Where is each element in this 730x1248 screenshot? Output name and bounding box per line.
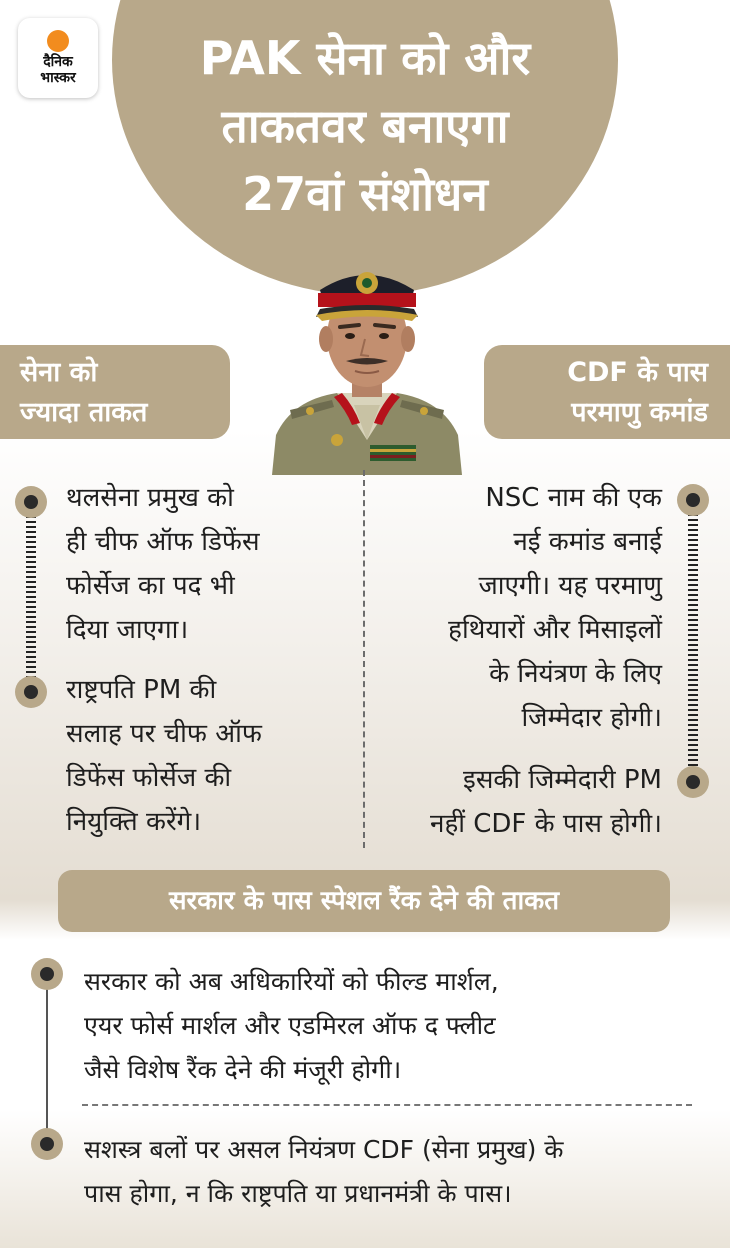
right-header-line-2: परमाणु कमांड (571, 397, 708, 428)
special-rank-banner: सरकार के पास स्पेशल रैंक देने की ताकत (58, 870, 670, 932)
right-point-2-line-2: नहीं CDF के पास होगी। (430, 809, 662, 839)
portrait-illustration (262, 235, 472, 475)
left-header-line-1: सेना को (20, 357, 98, 388)
right-header-line-1: CDF के पास (567, 357, 708, 388)
page-title (130, 24, 600, 228)
bottom-point-2-line-2: पास होगा, न कि राष्ट्रपति या प्रधानमंत्री के पास। (84, 1179, 512, 1208)
left-bullet-icon-2 (15, 676, 47, 708)
logo-text-line-1: दैनिक (43, 54, 73, 70)
left-point-1 (66, 476, 366, 652)
bottom-point-2-line-1: सशस्त्र बलों पर असल नियंत्रण CDF (सेना प्रमुख) के (84, 1135, 564, 1164)
left-point-1-line-1: थलसेना प्रमुख को (66, 483, 234, 513)
logo-text-line-2: भास्कर (40, 70, 76, 86)
right-point-1-line-3: जाएगी। यह परमाणु (478, 571, 662, 601)
title-line-1: PAK सेना को और (199, 31, 531, 85)
left-point-1-line-4: दिया जाएगा। (66, 615, 189, 645)
bottom-point-1-line-1: सरकार को अब अधिकारियों को फील्ड मार्शल, (84, 967, 499, 996)
right-section-header (484, 345, 730, 439)
right-point-1 (372, 476, 662, 740)
right-timeline-bar (688, 514, 698, 768)
left-point-2-line-3: डिफेंस फोर्सेज की (66, 763, 232, 793)
left-point-1-line-3: फोर्सेज का पद भी (66, 571, 235, 601)
right-point-1-line-5: के नियंत्रण के लिए (489, 659, 662, 689)
left-point-2-line-2: सलाह पर चीफ ऑफ (66, 719, 262, 749)
left-point-1-line-2: ही चीफ ऑफ डिफेंस (66, 527, 260, 557)
right-point-2-line-1: इसकी जिम्मेदारी PM (463, 765, 662, 795)
bottom-point-1 (84, 960, 714, 1092)
left-point-2 (66, 668, 366, 844)
title-line-2: ताकतवर बनाएगा (221, 99, 509, 153)
right-point-2 (372, 758, 662, 846)
sun-icon (47, 30, 69, 52)
dainik-bhaskar-logo (18, 18, 98, 98)
bottom-bullet-icon-1 (31, 958, 63, 990)
title-line-3: 27वां संशोधन (242, 167, 488, 221)
right-point-1-line-6: जिम्मेदार होगी। (521, 703, 662, 733)
right-point-1-line-1: NSC नाम की एक (485, 483, 662, 513)
right-bullet-icon-2 (677, 766, 709, 798)
bottom-bullet-icon-2 (31, 1128, 63, 1160)
right-point-1-line-2: नई कमांड बनाई (513, 527, 662, 557)
right-bullet-icon-1 (677, 484, 709, 516)
left-timeline-bar (26, 516, 36, 678)
bottom-point-2 (84, 1128, 714, 1216)
bottom-timeline-line (46, 972, 48, 1142)
left-header-line-2: ज्यादा ताकत (20, 397, 148, 428)
bottom-point-1-line-3: जैसे विशेष रैंक देने की मंजूरी होगी। (84, 1055, 402, 1084)
right-point-1-line-4: हथियारों और मिसाइलों (448, 615, 662, 645)
army-chief-portrait (262, 235, 472, 475)
left-section-header (0, 345, 230, 439)
left-bullet-icon-1 (15, 486, 47, 518)
left-point-2-line-4: नियुक्ति करेंगे। (66, 807, 202, 837)
left-point-2-line-1: राष्ट्रपति PM की (66, 675, 217, 705)
bottom-point-1-line-2: एयर फोर्स मार्शल और एडमिरल ऑफ द फ्लीट (84, 1011, 496, 1040)
bottom-divider (82, 1104, 692, 1106)
